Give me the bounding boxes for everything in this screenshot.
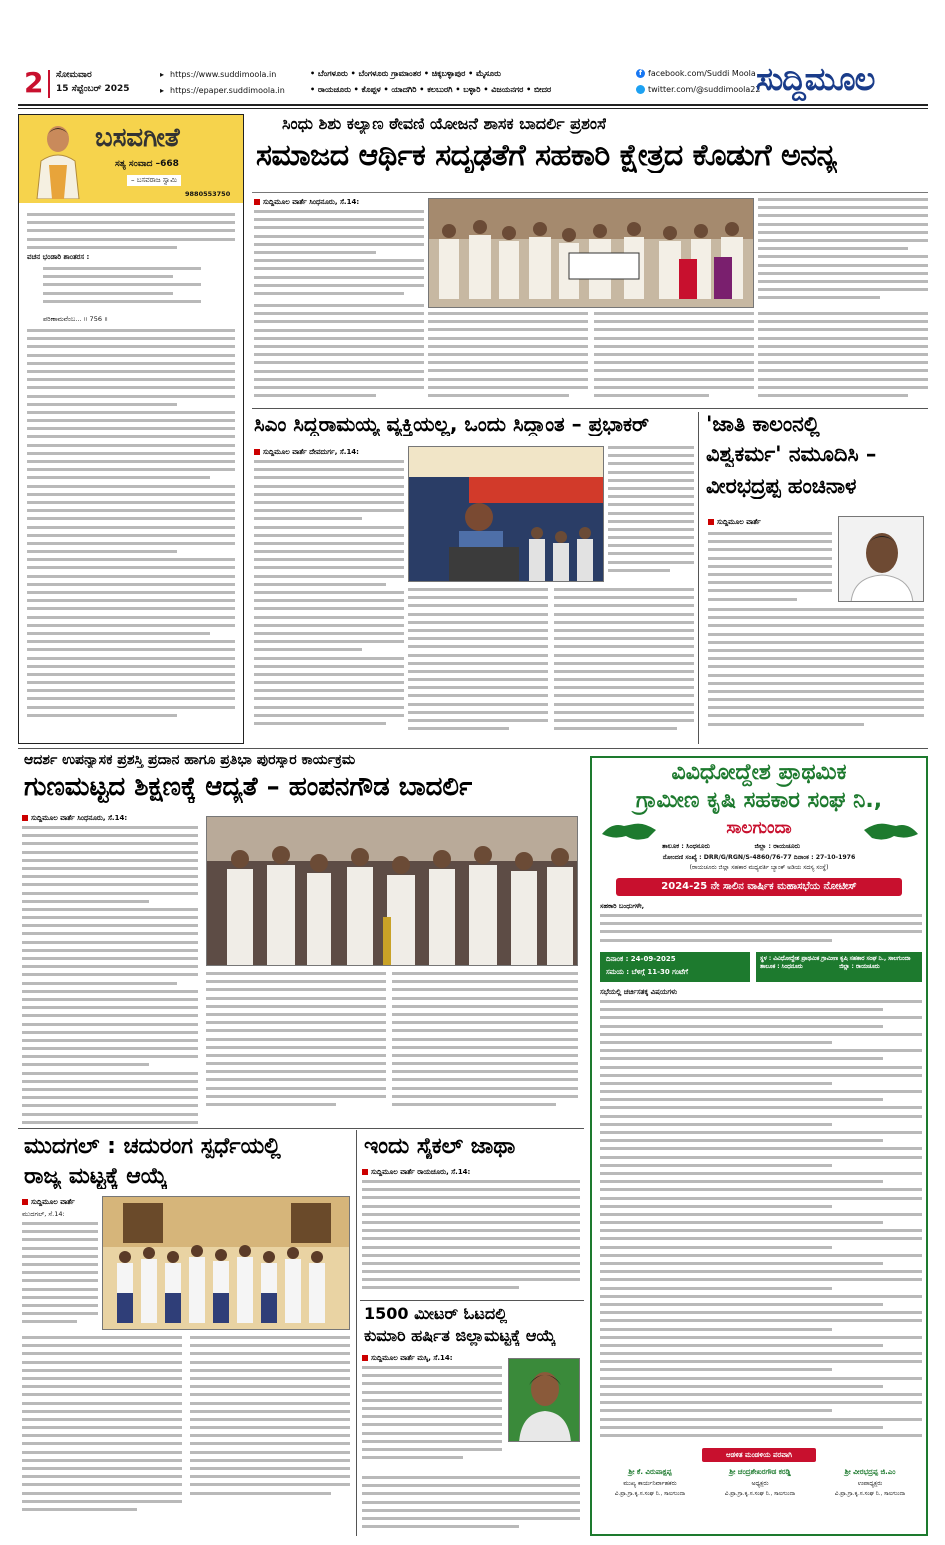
chess-col-2 <box>22 1336 182 1536</box>
mid-rule <box>18 748 928 749</box>
cycle-body <box>362 1180 580 1298</box>
page-number-divider <box>48 70 50 98</box>
cycle-headline: ಇಂದು ಸೈಕಲ್ ಜಾಥಾ <box>364 1134 516 1159</box>
chess-place: ಮುದಗಲ್, ಸೆ.14: <box>22 1210 65 1218</box>
page-number: 2 <box>24 66 44 99</box>
cm-story-byline: ಸುದ್ದಿಮೂಲ ವಾರ್ತೆ ದೇವದುರ್ಗ, ಸೆ.14: <box>254 448 359 457</box>
cycle-byline: ಸುದ್ದಿಮೂಲ ವಾರ್ತೆ ರಾಯಚೂರು, ಸೆ.14: <box>362 1168 470 1177</box>
top-story-rule <box>252 192 928 193</box>
chess-col-3 <box>190 1336 350 1536</box>
vishwakarma-headline-2: ವಿಶ್ವಕರ್ಮ' ನಮೂದಿಸಿ – <box>706 442 877 466</box>
ad-signatory-1 <box>596 1468 704 1498</box>
facebook-icon: f <box>636 69 645 78</box>
ad-village: ಸಾಲಗುಂದಾ <box>726 818 792 838</box>
masthead-rule <box>18 104 928 106</box>
vishwakarma-headline-1: 'ಜಾತಿ ಕಾಲಂನಲ್ಲಿ <box>706 412 820 436</box>
cycle-rule <box>360 1300 584 1301</box>
ad-venue: ಸ್ಥಳ : ವಿವಿಧೋದ್ದೇಶ ಪ್ರಾಥಮಿಕ ಗ್ರಾಮೀಣ ಕೃಷಿ ಸಹಕಾರ ಸಂಘ ನಿ., ಸಾಲಗುಂದಾ <box>760 956 911 962</box>
ad-taluk-text: ತಾಲೂಕ : ಸಿಂಧನೂರು <box>662 842 710 850</box>
facebook-link[interactable]: facebook.com/Suddi Moola <box>648 69 756 78</box>
race-byline: ಸುದ್ದಿಮೂಲ ವಾರ್ತೆ ಮಸ್ಕಿ, ಸೆ.14: <box>362 1354 453 1363</box>
ad-regno: ನೋಂದಣಿ ಸಂಖ್ಯೆ : DRR/G/RGN/S-4860/76-77 ದಿನಾಂಕ : 27-10-1976 <box>662 854 856 861</box>
race-col-1 <box>362 1366 502 1472</box>
sign3-org: ವಿ.ಪ್ರಾ.ಗ್ರಾ.ಕೃ.ಸ.ಸಂಘ ನಿ., ಸಾಲಗುಂದಾ <box>834 1491 906 1497</box>
cm-col-3 <box>608 446 694 582</box>
chess-byline: ಸುದ್ದಿಮೂಲ ವಾರ್ತೆ <box>22 1198 75 1207</box>
basava-verse-end: ಪರಿಣಾಮವೆಂಬ... ॥ 756 ॥ <box>43 315 108 323</box>
nav-row-2[interactable]: • ರಾಯಚೂರು • ಕೊಪ್ಪಳ • ಯಾದಗಿರಿ • ಕಲಬುರಗಿ • ಬಳ್ಳಾರಿ • ವಿಜಯನಗರ • ಬೀದರ <box>310 85 552 94</box>
sign1-name: ಶ್ರೀ ಕೆ. ವಿರುಪಾಕ್ಷಪ್ಪ <box>628 1468 672 1476</box>
cm-col-2 <box>408 588 548 744</box>
ad-time: ಸಮಯ : ಬೆಳಿಗ್ಗೆ 11-30 ಗಂಟೆಗೆ <box>606 968 688 976</box>
cm-divider <box>698 412 699 744</box>
chess-headline-2: ರಾಜ್ಯ ಮಟ್ಟಕ್ಕೆ ಆಯ್ಕೆ <box>24 1164 168 1189</box>
basava-author: – ಬಸವರಾಜ ಸ್ವಾಮಿ <box>127 175 181 186</box>
top-story-kicker: ಸಿಂಧು ಶಿಶು ಕಲ್ಯಾಣ ಠೇವಣಿ ಯೋಜನೆ ಶಾಸಕ ಬಾದರ್ಲಿ ಪ್ರಶಂಸೆ <box>282 114 607 133</box>
sign2-org: ವಿ.ಪ್ರಾ.ಗ್ರಾ.ಕೃ.ಸ.ಸಂಘ ನಿ., ಸಾಲಗುಂದಾ <box>724 1491 796 1497</box>
top-story-col-1 <box>254 210 424 300</box>
cm-story-photo <box>408 446 604 582</box>
masthead <box>18 60 928 104</box>
lower-col-divider <box>356 1130 357 1536</box>
cm-col-1 <box>254 460 404 744</box>
sign3-name: ಶ್ರೀ ವೀರಭದ್ರಪ್ಪ ಜಿ.ಎಂ <box>844 1468 896 1476</box>
sign2-name: ಶ್ರೀ ಚಂದ್ರಶೇಖರಗೌಡ ಕರಡ್ಡಿ <box>729 1468 791 1476</box>
cm-col-4 <box>554 588 694 744</box>
vishwakarma-story <box>702 412 928 744</box>
cm-story-headline: ಸಿಎಂ ಸಿದ್ದರಾಮಯ್ಯ ವ್ಯಕ್ತಿಯಲ್ಲ, ಒಂದು ಸಿದ್ಧಾಂತ – ಪ್ರಭಾಕರ್ <box>254 412 650 436</box>
race-headline-1: 1500 ಮೀಟರ್ ಓಟದಲ್ಲಿ <box>364 1304 508 1323</box>
masthead-rule-thin <box>18 108 928 109</box>
lower-rule <box>18 1128 584 1129</box>
education-col-1 <box>22 826 198 1124</box>
basava-banner <box>19 115 243 203</box>
basava-title: ಬಸವಗೀತೆ <box>95 123 180 153</box>
race-col-2 <box>362 1476 580 1536</box>
basava-commentary <box>27 329 235 739</box>
ad-affiliation: (ರಾಯಚೂರು ಜಿಲ್ಲಾ ಸಹಕಾರ ಮಧ್ಯವರ್ತಿ ಬ್ಯಾಂಕ್ ಅಡಿಯ ಸದಸ್ಯ ಸಂಸ್ಥೆ) <box>689 864 829 871</box>
chess-headline-1: ಮುದಗಲ್ : ಚದುರಂಗ ಸ್ಪರ್ಧೆಯಲ್ಲಿ <box>24 1134 281 1159</box>
ad-venue-box <box>756 952 922 982</box>
epaper-icon: ▸ <box>160 86 165 95</box>
vishwakarma-byline: ಸುದ್ದಿಮೂಲ ವಾರ್ತೆ <box>708 518 761 527</box>
basava-portrait <box>31 121 85 199</box>
top-story-lower-1 <box>254 304 424 404</box>
epaper-link[interactable]: https://epaper.suddimoola.in <box>170 86 285 95</box>
ad-venue-addr: ತಾಲೂಕ : ಸಿಂಧನೂರು ಜಿಲ್ಲಾ : ರಾಯಚೂರು <box>760 964 880 970</box>
ad-agenda-list <box>600 1000 922 1440</box>
ad-taluk-line <box>662 842 862 851</box>
basava-phone: 9880553750 <box>185 190 231 198</box>
top-story-lower-3 <box>594 312 754 404</box>
ad-greeting: ಸಹಕಾರಿ ಬಂಧುಗಳೇ, <box>600 902 645 910</box>
ad-footer-title: ಆಡಳಿತ ಮಂಡಳಿಯ ಪರವಾಗಿ <box>702 1448 816 1462</box>
website-link[interactable]: https://www.suddimoola.in <box>170 70 277 79</box>
globe-icon: ▸ <box>160 70 165 79</box>
sign2-role: ಅಧ್ಯಕ್ಷರು <box>751 1480 769 1487</box>
sign1-org: ವಿ.ಪ್ರಾ.ಗ್ರಾ.ಕೃ.ಸ.ಸಂಘ ನಿ., ಸಾಲಗುಂದಾ <box>614 1491 686 1497</box>
chess-photo <box>102 1196 350 1330</box>
education-col-3 <box>392 972 578 1124</box>
vishwakarma-body <box>708 608 924 744</box>
chess-col-1 <box>22 1222 98 1332</box>
ad-signatory-3 <box>816 1468 924 1498</box>
basava-column <box>18 114 244 744</box>
top-story-lower-4 <box>758 312 928 404</box>
basava-intro-text <box>27 213 235 253</box>
vishwakarma-portrait <box>838 516 924 602</box>
education-byline: ಸುದ್ದಿಮೂಲ ವಾರ್ತೆ ಸಿಂಧನೂರು, ಸೆ.14: <box>22 814 127 823</box>
ad-title-2: ಗ್ರಾಮೀಣ ಕೃಷಿ ಸಹಕಾರ ಸಂಘ ನಿ., <box>635 788 883 813</box>
top-story-lower-2 <box>428 312 588 404</box>
sign1-role: ಮುಖ್ಯ ಕಾರ್ಯನಿರ್ವಾಹಕರು <box>623 1480 677 1487</box>
ad-signatory-2 <box>706 1468 814 1498</box>
basava-verse <box>43 267 223 317</box>
top-story-byline: ಸುದ್ದಿಮೂಲ ವಾರ್ತೆ ಸಿಂಧನೂರು, ಸೆ.14: <box>254 198 359 207</box>
basava-heading: ವಚನ ಭಂಡಾರಿ ಶಾಂತರಸ : <box>27 253 90 261</box>
education-photo <box>206 816 578 966</box>
race-headline-2: ಕುಮಾರಿ ಹರ್ಷಿತ ಜಿಲ್ಲಾಮಟ್ಟಕ್ಕೆ ಆಯ್ಕೆ <box>364 1326 556 1345</box>
ad-title-1: ವಿವಿಧೋದ್ದೇಶ ಪ್ರಾಥಮಿಕ <box>671 760 847 785</box>
education-kicker: ಆದರ್ಶ ಉಪನ್ಯಾಸಕ ಪ್ರಶಸ್ತಿ ಪ್ರದಾನ ಹಾಗೂ ಪ್ರತಿಭಾ ಪುರಸ್ಕಾರ ಕಾರ್ಯಕ್ರಮ <box>24 752 356 768</box>
ad-agenda-title: ಸಭೆಯಲ್ಲಿ ಚರ್ಚಿಸತಕ್ಕ ವಿಷಯಗಳು <box>600 988 678 996</box>
ad-district-text: ಜಿಲ್ಲಾ : ರಾಯಚೂರು <box>754 842 801 850</box>
newspaper-logo: ಸುದ್ದಿಮೂಲ <box>756 60 875 98</box>
vishwakarma-intro <box>708 532 832 612</box>
top-story-headline: ಸಮಾಜದ ಆರ್ಥಿಕ ಸದೃಢತೆಗೆ ಸಹಕಾರಿ ಕ್ಷೇತ್ರದ ಕೊಡುಗೆ ಅನನ್ಯ <box>256 138 837 173</box>
ad-notice-banner: 2024-25 ನೇ ಸಾಲಿನ ವಾರ್ಷಿಕ ಮಹಾಸಭೆಯ ನೋಟೀಸ್ <box>616 878 902 896</box>
nav-row-1[interactable]: • ಬೆಂಗಳೂರು • ಬೆಂಗಳೂರು ಗ್ರಾಮಾಂತರ • ಚಿಕ್ಕಬಳ್ಳಾಪುರ • ಮೈಸೂರು <box>310 69 501 78</box>
twitter-icon <box>636 85 645 94</box>
basava-subtitle: ಸತ್ಯ ಸಂವಾದ –668 <box>115 159 179 169</box>
education-col-2 <box>206 972 386 1124</box>
sign3-role: ಉಪಾಧ್ಯಕ್ಷರು <box>857 1480 883 1487</box>
vishwakarma-headline-3: ವೀರಭದ್ರಪ್ಪ ಹಂಚಿನಾಳ <box>706 474 857 498</box>
top-story-photo <box>428 198 754 308</box>
top-story-col-4 <box>758 198 928 308</box>
twitter-link[interactable]: twitter.com/@suddimoola22 <box>648 85 761 94</box>
top-story-bottom-rule <box>252 408 928 409</box>
ad-date-box <box>600 952 750 982</box>
ad-intro-text <box>600 914 922 948</box>
race-photo <box>508 1358 580 1442</box>
ad-date: ದಿನಾಂಕ : 24-09-2025 <box>606 955 676 963</box>
issue-day: ಸೋಮವಾರ <box>56 70 92 80</box>
issue-date: 15 ಸೆಪ್ಟೆಂಬರ್ 2025 <box>56 84 130 94</box>
cooperative-notice-ad <box>590 756 928 1536</box>
education-headline: ಗುಣಮಟ್ಟದ ಶಿಕ್ಷಣಕ್ಕೆ ಆದ್ಯತೆ – ಹಂಪನಗೌಡ ಬಾದರ್ಲಿ <box>24 772 473 802</box>
